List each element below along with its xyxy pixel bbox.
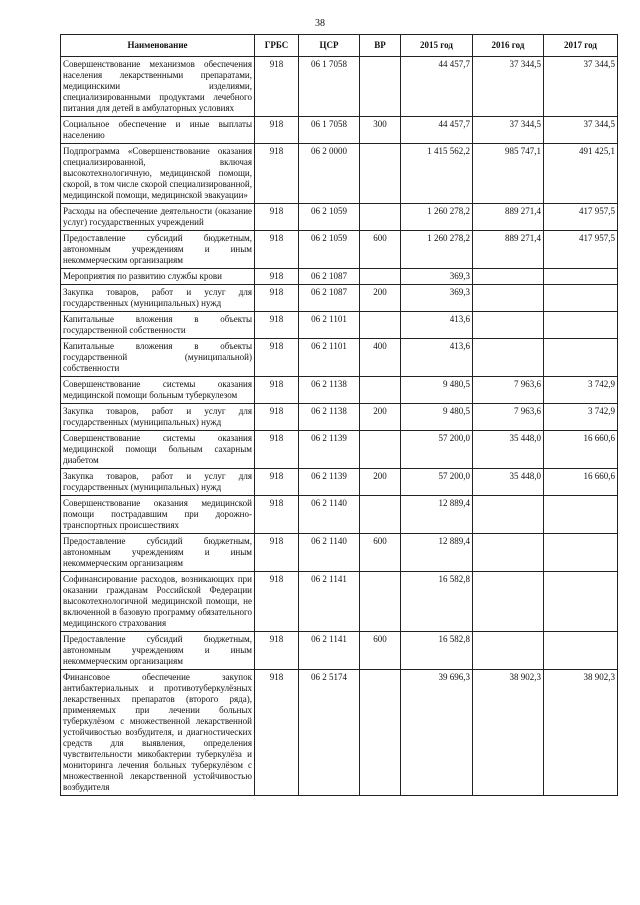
cell-2017 xyxy=(544,269,618,285)
header-vr: ВР xyxy=(360,35,401,57)
cell-grbs: 918 xyxy=(255,285,299,312)
cell-2017: 3 742,9 xyxy=(544,404,618,431)
table-row xyxy=(61,204,618,231)
cell-name: Совершенствование механизмов обеспечения населения лекарственными препаратами, медицинскими изделиями, специализированными продуктами лечебного питания для детей в амбулаторных условиях xyxy=(61,57,255,117)
cell-vr xyxy=(360,572,401,632)
table-row xyxy=(61,572,618,632)
table-row xyxy=(61,632,618,670)
cell-2016 xyxy=(473,312,544,339)
cell-grbs: 918 xyxy=(255,312,299,339)
cell-2016: 889 271,4 xyxy=(473,231,544,269)
cell-2015: 413,6 xyxy=(401,339,473,377)
cell-vr: 200 xyxy=(360,285,401,312)
cell-2015: 16 582,8 xyxy=(401,632,473,670)
cell-2016 xyxy=(473,572,544,632)
cell-name: Закупка товаров, работ и услуг для государственных (муниципальных) нужд xyxy=(61,404,255,431)
cell-grbs: 918 xyxy=(255,431,299,469)
cell-name: Совершенствование оказания медицинской помощи пострадавшим при дорожно-транспортных происшествиях xyxy=(61,496,255,534)
cell-name: Социальное обеспечение и иные выплаты населению xyxy=(61,117,255,144)
cell-grbs: 918 xyxy=(255,339,299,377)
cell-2015: 39 696,3 xyxy=(401,670,473,796)
cell-name: Расходы на обеспечение деятельности (оказание услуг) государственных учреждений xyxy=(61,204,255,231)
cell-grbs: 918 xyxy=(255,377,299,404)
table-row xyxy=(61,431,618,469)
cell-name: Закупка товаров, работ и услуг для государственных (муниципальных) нужд xyxy=(61,285,255,312)
cell-2016: 38 902,3 xyxy=(473,670,544,796)
cell-2016: 37 344,5 xyxy=(473,57,544,117)
cell-vr: 600 xyxy=(360,632,401,670)
cell-vr xyxy=(360,431,401,469)
cell-2017: 3 742,9 xyxy=(544,377,618,404)
header-name: Наименование xyxy=(61,35,255,57)
cell-2016: 35 448,0 xyxy=(473,431,544,469)
table-row xyxy=(61,377,618,404)
cell-2015: 1 260 278,2 xyxy=(401,231,473,269)
cell-name: Совершенствование системы оказания медицинской помощи больным сахарным диабетом xyxy=(61,431,255,469)
cell-name: Предоставление субсидий бюджетным, автономным учреждениям и иным некоммерческим организациям xyxy=(61,534,255,572)
cell-2015: 16 582,8 xyxy=(401,572,473,632)
cell-grbs: 918 xyxy=(255,496,299,534)
cell-csr: 06 2 5174 xyxy=(299,670,360,796)
table-row xyxy=(61,285,618,312)
cell-csr: 06 2 1087 xyxy=(299,285,360,312)
cell-2015: 44 457,7 xyxy=(401,57,473,117)
table-row xyxy=(61,496,618,534)
cell-csr: 06 2 1141 xyxy=(299,572,360,632)
cell-2017 xyxy=(544,339,618,377)
cell-2016: 7 963,6 xyxy=(473,404,544,431)
cell-2016 xyxy=(473,339,544,377)
cell-2015: 1 415 562,2 xyxy=(401,144,473,204)
cell-vr xyxy=(360,377,401,404)
cell-2016 xyxy=(473,285,544,312)
cell-grbs: 918 xyxy=(255,670,299,796)
cell-2015: 1 260 278,2 xyxy=(401,204,473,231)
cell-2015: 369,3 xyxy=(401,285,473,312)
table-row xyxy=(61,670,618,796)
cell-vr: 600 xyxy=(360,534,401,572)
cell-grbs: 918 xyxy=(255,117,299,144)
header-2016: 2016 год xyxy=(473,35,544,57)
cell-csr: 06 2 1139 xyxy=(299,431,360,469)
cell-csr: 06 2 0000 xyxy=(299,144,360,204)
table-row xyxy=(61,339,618,377)
header-csr: ЦСР xyxy=(299,35,360,57)
cell-2016 xyxy=(473,496,544,534)
cell-2017: 37 344,5 xyxy=(544,57,618,117)
cell-name: Финансовое обеспечение закупок антибактериальных и противотуберкулёзных лекарственных препаратов (второго ряда), применяемых при лечении больных туберкулёзом с множественной лекарственной устойчивостью возбудителя, и диагностических средств для выявления, определения чувствительности микобактерии туберкулёза и мониторинга лечения больных туберкулёзом с множественной лекарственной устойчивостью возбудителя xyxy=(61,670,255,796)
cell-2017 xyxy=(544,285,618,312)
cell-vr: 600 xyxy=(360,231,401,269)
cell-vr xyxy=(360,496,401,534)
header-2017: 2017 год xyxy=(544,35,618,57)
table-row xyxy=(61,404,618,431)
cell-name: Предоставление субсидий бюджетным, автономным учреждениям и иным некоммерческим организациям xyxy=(61,632,255,670)
cell-2015: 44 457,7 xyxy=(401,117,473,144)
cell-name: Подпрограмма «Совершенствование оказания специализированной, включая высокотехнологичную, медицинской помощи, скорой, в том числе скорой специализированной, медицинской помощи, медицинской эвакуации» xyxy=(61,144,255,204)
cell-name: Мероприятия по развитию службы крови xyxy=(61,269,255,285)
cell-grbs: 918 xyxy=(255,144,299,204)
cell-csr: 06 2 1140 xyxy=(299,496,360,534)
cell-2017: 417 957,5 xyxy=(544,204,618,231)
cell-csr: 06 2 1138 xyxy=(299,377,360,404)
cell-2017 xyxy=(544,496,618,534)
table-row xyxy=(61,534,618,572)
cell-grbs: 918 xyxy=(255,404,299,431)
cell-2015: 12 889,4 xyxy=(401,534,473,572)
cell-name: Капитальные вложения в объекты государственной (муниципальной) собственности xyxy=(61,339,255,377)
cell-name: Софинансирование расходов, возникающих при оказании гражданам Российской Федерации высокотехнологичной медицинской помощи, не включенной в базовую программу обязательного медицинского страхования xyxy=(61,572,255,632)
cell-grbs: 918 xyxy=(255,534,299,572)
cell-csr: 06 1 7058 xyxy=(299,57,360,117)
cell-2016 xyxy=(473,534,544,572)
table-row xyxy=(61,312,618,339)
cell-2016 xyxy=(473,269,544,285)
cell-2017: 37 344,5 xyxy=(544,117,618,144)
header-grbs: ГРБС xyxy=(255,35,299,57)
cell-2015: 369,3 xyxy=(401,269,473,285)
budget-table xyxy=(60,34,618,796)
cell-2015: 57 200,0 xyxy=(401,469,473,496)
cell-csr: 06 1 7058 xyxy=(299,117,360,144)
cell-vr xyxy=(360,269,401,285)
table-row xyxy=(61,231,618,269)
cell-2015: 9 480,5 xyxy=(401,377,473,404)
cell-2017 xyxy=(544,534,618,572)
header-2015: 2015 год xyxy=(401,35,473,57)
cell-2017 xyxy=(544,632,618,670)
cell-2017: 491 425,1 xyxy=(544,144,618,204)
cell-csr: 06 2 1101 xyxy=(299,339,360,377)
cell-2016: 889 271,4 xyxy=(473,204,544,231)
cell-csr: 06 2 1059 xyxy=(299,204,360,231)
cell-csr: 06 2 1101 xyxy=(299,312,360,339)
cell-2017 xyxy=(544,572,618,632)
cell-vr xyxy=(360,312,401,339)
cell-2016: 35 448,0 xyxy=(473,469,544,496)
cell-csr: 06 2 1138 xyxy=(299,404,360,431)
table-header-row xyxy=(61,35,618,57)
table-row xyxy=(61,144,618,204)
cell-vr xyxy=(360,144,401,204)
cell-vr xyxy=(360,57,401,117)
cell-2017: 38 902,3 xyxy=(544,670,618,796)
cell-2017: 16 660,6 xyxy=(544,469,618,496)
table-row xyxy=(61,469,618,496)
cell-grbs: 918 xyxy=(255,572,299,632)
cell-name: Капитальные вложения в объекты государственной собственности xyxy=(61,312,255,339)
table-row xyxy=(61,269,618,285)
cell-2015: 9 480,5 xyxy=(401,404,473,431)
cell-2016: 985 747,1 xyxy=(473,144,544,204)
cell-grbs: 918 xyxy=(255,269,299,285)
cell-vr: 200 xyxy=(360,404,401,431)
cell-csr: 06 2 1059 xyxy=(299,231,360,269)
page-number: 38 xyxy=(315,18,325,29)
cell-vr xyxy=(360,204,401,231)
cell-grbs: 918 xyxy=(255,204,299,231)
cell-grbs: 918 xyxy=(255,231,299,269)
cell-vr: 300 xyxy=(360,117,401,144)
cell-vr: 200 xyxy=(360,469,401,496)
cell-2017: 16 660,6 xyxy=(544,431,618,469)
cell-2017 xyxy=(544,312,618,339)
table-row xyxy=(61,57,618,117)
cell-csr: 06 2 1139 xyxy=(299,469,360,496)
cell-vr xyxy=(360,670,401,796)
cell-name: Предоставление субсидий бюджетным, автономным учреждениям и иным некоммерческим организациям xyxy=(61,231,255,269)
cell-2017: 417 957,5 xyxy=(544,231,618,269)
cell-2015: 57 200,0 xyxy=(401,431,473,469)
cell-csr: 06 2 1140 xyxy=(299,534,360,572)
cell-grbs: 918 xyxy=(255,469,299,496)
cell-grbs: 918 xyxy=(255,632,299,670)
cell-2015: 413,6 xyxy=(401,312,473,339)
cell-2016: 37 344,5 xyxy=(473,117,544,144)
cell-2015: 12 889,4 xyxy=(401,496,473,534)
cell-grbs: 918 xyxy=(255,57,299,117)
cell-vr: 400 xyxy=(360,339,401,377)
cell-2016 xyxy=(473,632,544,670)
cell-2016: 7 963,6 xyxy=(473,377,544,404)
cell-name: Закупка товаров, работ и услуг для государственных (муниципальных) нужд xyxy=(61,469,255,496)
cell-csr: 06 2 1087 xyxy=(299,269,360,285)
table-row xyxy=(61,117,618,144)
cell-name: Совершенствование системы оказания медицинской помощи больным туберкулезом xyxy=(61,377,255,404)
cell-csr: 06 2 1141 xyxy=(299,632,360,670)
